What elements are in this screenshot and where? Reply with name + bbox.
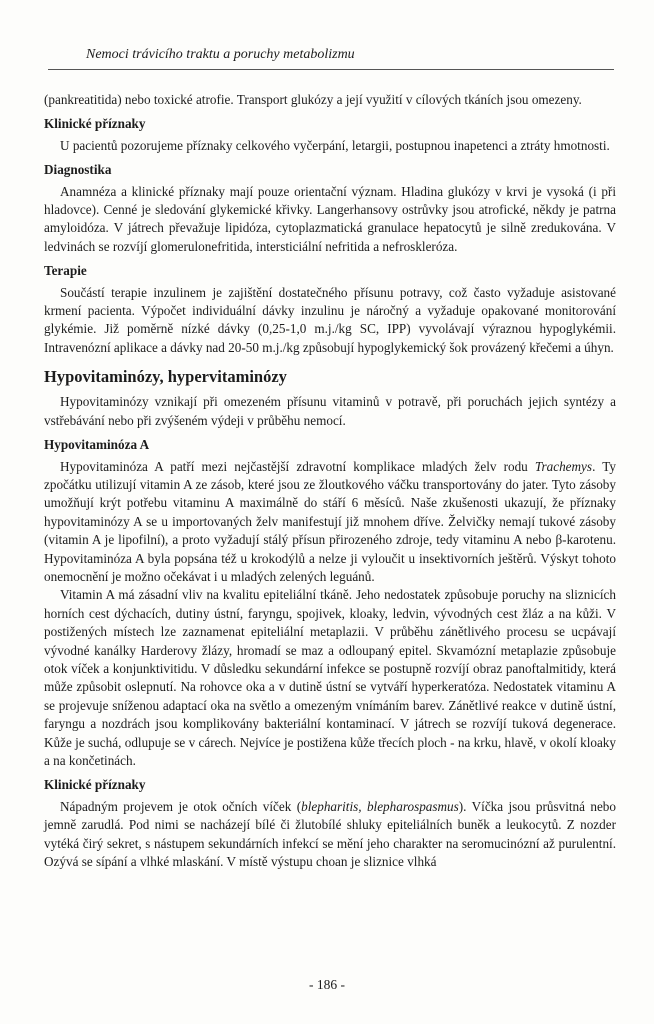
heading-therapy: Terapie bbox=[44, 263, 87, 279]
page-number: - 186 - bbox=[309, 977, 345, 992]
genus-name: Trachemys bbox=[534, 458, 593, 474]
text-run: ). Víčka jsou průsvitná nebo jemně zarudlá. Pod nimi se nacházejí bílé či žlutobílé shluky epiteliálních buněk a leukocytů. Z nozder vytéká čirý sekret, s nástupem sekundárních infekcí se mění jeho charakter na seromucinózní až purulentní. Ozývá se sípání a vlhké mlaskání. V místě výstupu choan je sliznice vlhká bbox=[44, 798, 616, 870]
heading-clinical-signs-2: Klinické příznaky bbox=[44, 777, 146, 793]
diagnostics-paragraph: Anamnéza a klinické příznaky mají pouze orientační význam. Hladina glukózy v krvi je vysoká (i při hladovce). Cenné je sledování glykemické křivky. Langerhansovy ostrůvky jsou atrofické, někdy je patrna amyloidóza. V játrech převažuje lipidóza, cytoplazmatická granulace hepatocytů je silně zredukována. V ledvinách se rozvíjí glomerulonefritida, intersticiální nefritida a nefroskleróza. bbox=[44, 183, 616, 254]
heading-hypovitaminosis-a: Hypovitaminóza A bbox=[44, 437, 150, 453]
clinical-signs-paragraph: U pacientů pozorujeme příznaky celkového vyčerpání, letargii, postupnou inapetenci a ztráty hmotnosti. bbox=[60, 137, 610, 153]
therapy-paragraph: Součástí terapie inzulinem je zajištění dostatečného přísunu potravy, což často vyžaduje asistované krmení pacienta. Výpočet individuální dávky inzulinu je náročný a vyžaduje opakované monitorování glykémie. Již poměrně nízké dávky (0,25-1,0 m.j./kg SC, IPP) vyvolávají výraznou hypoglykémii. Intravenózní aplikace a dávky nad 20-50 m.j./kg způsobují hypoglykemický šok provázený křečemi a úhyn. bbox=[44, 284, 616, 355]
text-run: . Ty zpočátku utilizují vitamin A ze zásob, které jsou ze žloutkového váčku transportovány do jater. Tyto zásoby umožňují krýt potřebu vitaminu A maximálně do stáří 6 měsíců. Naše zkušenosti ukazují, že příznaky hypovitaminózy A se u importovaných želv manifestují již mnohem dříve. Želvičky nemají tukové zásoby (vitamin A je lipofilní), a proto vyžadují stálý přísun přirozeného zdroje, tedy vitaminu A nebo β-karotenu. Hypovitaminóza A byla popsána též u krokodýlů a nelze ji vyloučit u insektivorních ještěrů. Výskyt tohoto onemocnění je možno očekávat i u mladých zelených leguánů. bbox=[44, 458, 616, 584]
heading-hypovitaminoses: Hypovitaminózy, hypervitaminózy bbox=[44, 367, 287, 387]
text-run: Hypovitaminóza A patří mezi nejčastější zdravotní komplikace mladých želv rodu bbox=[60, 458, 535, 474]
hypovitaminosis-a-paragraph-1 bbox=[44, 458, 616, 587]
intro-paragraph: (pankreatitida) nebo toxické atrofie. Transport glukózy a její využití v cílových tkáních jsou omezeny. bbox=[44, 92, 582, 107]
page-body bbox=[44, 91, 616, 871]
header-rule bbox=[48, 69, 614, 70]
clinical-signs-2-paragraph bbox=[44, 798, 616, 872]
running-header bbox=[48, 46, 614, 64]
latin-terms: blepharitis, blepharospasmus bbox=[301, 798, 459, 814]
running-title: Nemoci trávicího traktu a poruchy metabolizmu bbox=[86, 47, 355, 62]
text-run: Nápadným projevem je otok očních víček ( bbox=[60, 798, 302, 814]
heading-clinical-signs: Klinické příznaky bbox=[44, 116, 146, 132]
hypovitaminoses-paragraph: Hypovitaminózy vznikají při omezeném přísunu vitaminů v potravě, při poruchách jejich syntézy a vstřebávání nebo při zvýšeném výdeji v průběhu nemocí. bbox=[44, 394, 616, 428]
hypovitaminosis-a-paragraph-2: Vitamin A má zásadní vliv na kvalitu epiteliální tkáně. Jeho nedostatek způsobuje poruchy na sliznicích horních cest dýchacích, dutiny ústní, faryngu, spojivek, kloaky, ledvin, vývodných cest žláz a na kůži. V postižených místech lze zaznamenat epiteliální metaplazii. V průběhu zánětlivého procesu se ucpávají vývodné kanálky Harderovy žlázy, hromadí se maz a odloupaný epitel. Skvamózní metaplazie způsobuje otok víček a konjunktivitidu. V důsledku sekundární infekce se postupně rozvíjí obraz panoftalmitidy, která může způsobit oslepnutí. Na rohovce oka a v dutině ústní se vytváří hyperkeratóza. Nedostatek vitaminu A se projevuje sníženou adaptací oka na světlo a omezeným vnímáním barev. Zánětlivé reakce v dutině ústní, faryngu a nozdrách jsou komplikovány bakteriální kontaminací. V játrech se rozvíjí tuková degenerace. Kůže je suchá, odlupuje se v cárech. Nejvíce je postižena kůže třecích ploch - na krku, hlavě, v okolí kloaky a na končetinách. bbox=[44, 587, 616, 768]
heading-diagnostics: Diagnostika bbox=[44, 162, 112, 178]
